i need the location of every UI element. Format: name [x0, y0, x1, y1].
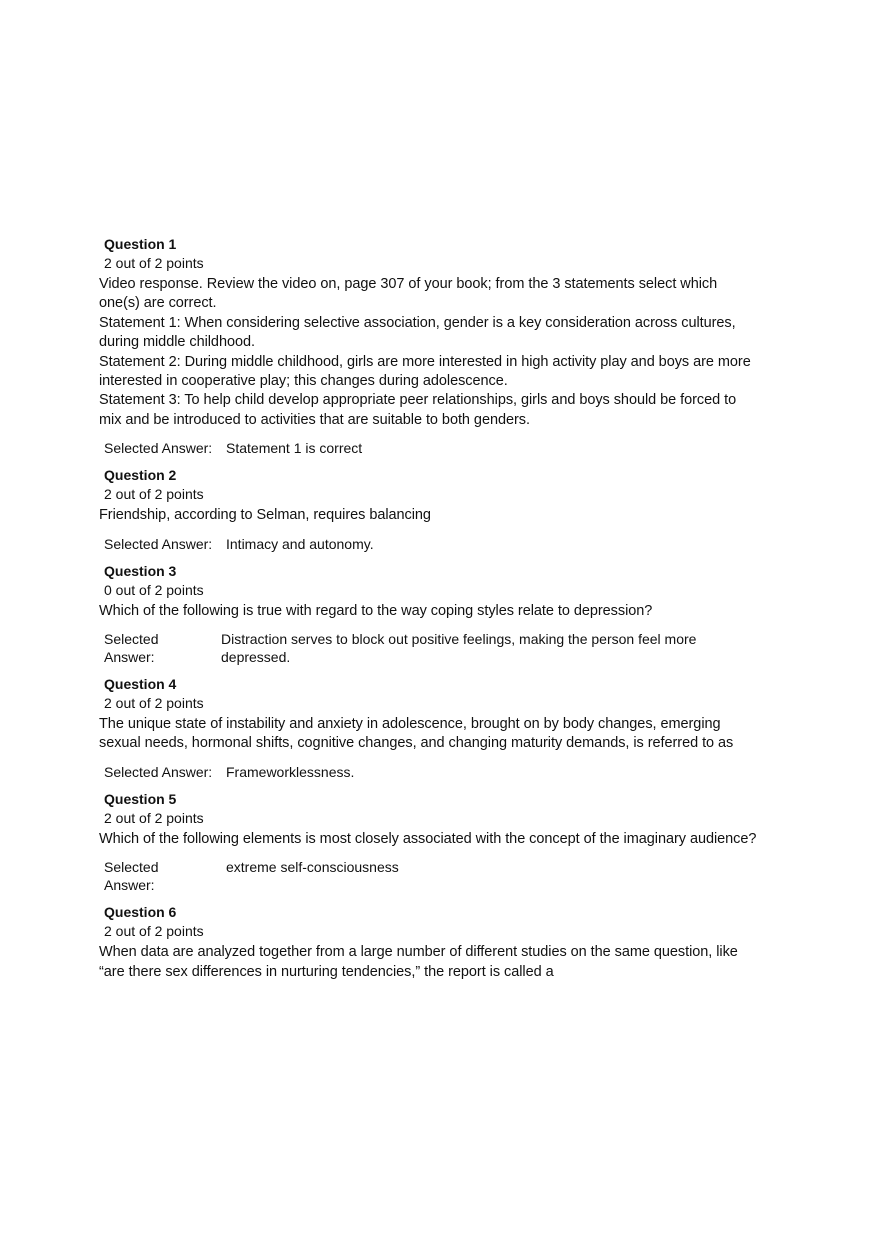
selected-answer-label-line2: Answer: — [104, 649, 155, 666]
selected-answer-value: Distraction serves to block out positive feelings, making the person feel more depressed. — [221, 631, 697, 666]
question-4 — [99, 675, 759, 781]
selected-answer-value: Frameworklessness. — [226, 763, 355, 780]
document-page — [99, 233, 759, 982]
question-text-line: Friendship, according to Selman, requires balancing — [99, 507, 431, 524]
selected-answer-row — [99, 858, 759, 894]
selected-answer-label-line2: Answer: — [104, 877, 155, 894]
question-text — [99, 715, 759, 754]
question-title: Question 6 — [104, 904, 177, 921]
selected-answer-value: extreme self-consciousness — [226, 859, 399, 876]
question-points: 2 out of 2 points — [104, 809, 204, 826]
question-5 — [99, 790, 759, 894]
question-text-line: Statement 2: During middle childhood, girls are more interested in high activity play and boys are more interested in cooperative play; this changes during adolescence. — [99, 353, 751, 390]
selected-answer-row — [99, 535, 759, 553]
question-text — [99, 506, 759, 525]
question-title: Question 3 — [104, 562, 177, 579]
selected-answer-label — [104, 858, 226, 894]
question-text-line: Statement 1: When considering selective association, gender is a key consideration across cultures, during middle childhood. — [99, 314, 736, 351]
question-points: 2 out of 2 points — [104, 255, 204, 271]
question-text — [99, 275, 759, 430]
question-3 — [99, 562, 759, 666]
question-points: 2 out of 2 points — [104, 923, 204, 940]
selected-answer-row — [99, 630, 759, 666]
question-points: 0 out of 2 points — [104, 581, 204, 598]
question-text-line: Which of the following elements is most closely associated with the concept of the imaginary audience? — [99, 830, 757, 847]
selected-answer-row — [99, 763, 759, 781]
question-title: Question 4 — [104, 676, 177, 693]
selected-answer-label — [104, 630, 221, 666]
question-title: Question 1 — [104, 236, 177, 252]
selected-answer-value: Statement 1 is correct — [226, 440, 363, 457]
question-text — [99, 943, 759, 982]
question-text-line: When data are analyzed together from a large number of different studies on the same question, like “are there sex differences in nurturing tendencies,” the report is called a — [99, 944, 738, 980]
question-points: 2 out of 2 points — [104, 695, 204, 712]
selected-answer-label: Selected Answer: — [104, 535, 213, 552]
selected-answer-label: Selected Answer: — [104, 440, 213, 457]
question-title: Question 2 — [104, 467, 177, 484]
question-6 — [99, 903, 759, 982]
selected-answer-label-line1: Selected — [104, 859, 159, 876]
question-text-line: The unique state of instability and anxiety in adolescence, brought on by body changes, emerging sexual needs, hormonal shifts, cognitive changes, and changing maturity demands, is referred to as — [99, 716, 734, 752]
question-2 — [99, 466, 759, 552]
selected-answer-label: Selected Answer: — [104, 763, 213, 780]
question-text-line: Which of the following is true with regard to the way coping styles relate to depression? — [99, 602, 653, 619]
question-text — [99, 830, 759, 849]
question-text-line: Statement 3: To help child develop appropriate peer relationships, girls and boys should be forced to mix and be introduced to activities that are suitable to both genders. — [99, 392, 737, 428]
question-title: Question 5 — [104, 790, 177, 807]
question-points: 2 out of 2 points — [104, 486, 204, 503]
selected-answer-label-line1: Selected — [104, 631, 159, 648]
selected-answer-value: Intimacy and autonomy. — [226, 535, 374, 552]
selected-answer-row — [99, 439, 759, 457]
question-text-line: Video response. Review the video on, page 307 of your book; from the 3 statements select which one(s) are correct. — [99, 276, 718, 312]
question-1 — [99, 235, 759, 457]
question-text — [99, 602, 759, 621]
